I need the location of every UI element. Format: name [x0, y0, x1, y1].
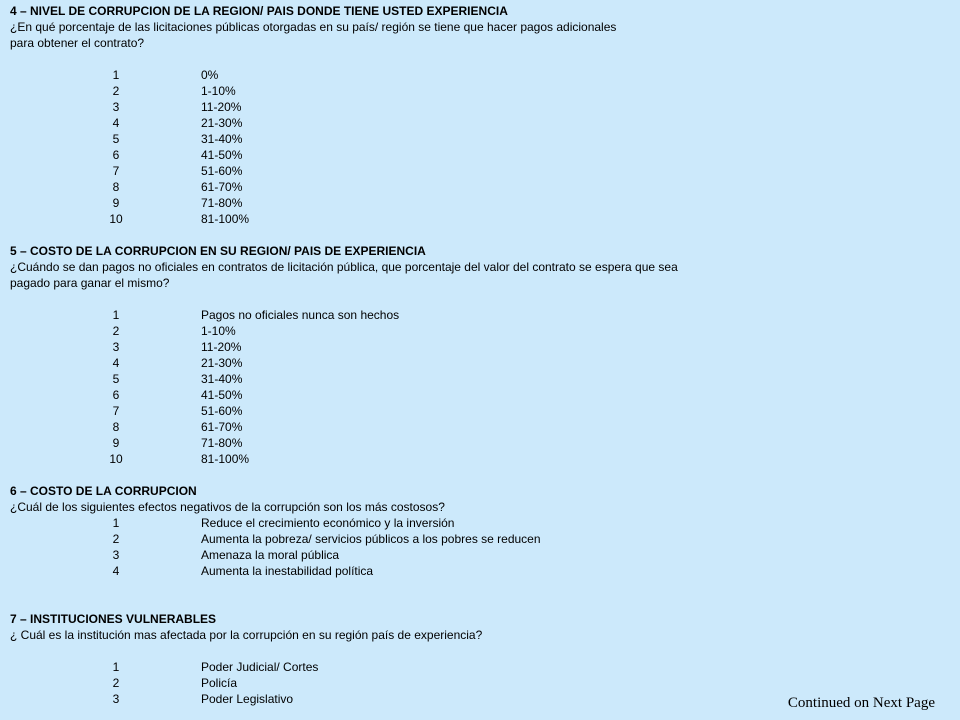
option-label: Reduce el crecimiento económico y la inversión: [201, 516, 455, 530]
section-5-option: [10, 419, 950, 435]
section-5-option: [10, 355, 950, 371]
section-5-question-line-2: pagado para ganar el mismo?: [10, 276, 170, 290]
option-label: Poder Judicial/ Cortes: [201, 660, 319, 674]
option-number: 1: [112, 308, 120, 322]
option-number: 9: [112, 196, 120, 210]
section-4-option: [10, 131, 950, 147]
section-5-option: [10, 323, 950, 339]
section-5-option: [10, 403, 950, 419]
option-label: 61-70%: [201, 420, 243, 434]
section-4-option: [10, 179, 950, 195]
section-5-option: [10, 451, 950, 467]
option-label: 31-40%: [201, 372, 243, 386]
option-label: 31-40%: [201, 132, 243, 146]
option-label: 41-50%: [201, 388, 243, 402]
continued-next-page-text: Continued on Next Page: [787, 695, 935, 711]
section-4-option: [10, 147, 950, 163]
option-label: 71-80%: [201, 436, 243, 450]
option-number: 2: [112, 676, 120, 690]
option-number: 1: [112, 516, 120, 530]
section-6-question-line-1: ¿Cuál de los siguientes efectos negativos de la corrupción son los más costosos?: [10, 500, 445, 514]
option-label: 61-70%: [201, 180, 243, 194]
option-number: 1: [112, 660, 120, 674]
section-4-option: [10, 163, 950, 179]
option-label: 11-20%: [201, 100, 242, 114]
option-number: 3: [112, 692, 120, 706]
option-number: 1: [112, 68, 120, 82]
section-6-option: [10, 547, 950, 563]
section-5-heading: 5 – COSTO DE LA CORRUPCION EN SU REGION/ PAIS DE EXPERIENCIA: [10, 244, 426, 258]
option-label: 81-100%: [201, 452, 250, 466]
section-6-option: [10, 531, 950, 547]
section-5-option: [10, 339, 950, 355]
option-number: 10: [109, 452, 123, 466]
option-number: 2: [112, 84, 120, 98]
section-7-option: [10, 675, 950, 691]
section-4-question-line-1: ¿En qué porcentaje de las licitaciones públicas otorgadas en su país/ región se tiene que hacer pagos adicionales: [10, 20, 617, 34]
option-number: 8: [112, 180, 120, 194]
option-number: 2: [112, 324, 120, 338]
option-number: 3: [112, 548, 120, 562]
section-7-heading: 7 – INSTITUCIONES VULNERABLES: [10, 612, 217, 626]
section-5-option: [10, 435, 950, 451]
option-label: 51-60%: [201, 164, 243, 178]
option-label: Policía: [201, 676, 238, 690]
option-number: 3: [112, 340, 120, 354]
option-label: Pagos no oficiales nunca son hechos: [201, 308, 400, 322]
section-4-option: [10, 99, 950, 115]
option-number: 7: [112, 404, 120, 418]
option-label: Aumenta la pobreza/ servicios públicos a los pobres se reducen: [201, 532, 541, 546]
option-number: 10: [109, 212, 123, 226]
section-6-option: [10, 515, 950, 531]
section-4-option: [10, 211, 950, 227]
survey-document: [10, 3, 950, 707]
option-label: 21-30%: [201, 116, 243, 130]
option-label: 81-100%: [201, 212, 250, 226]
section-5-option: [10, 371, 950, 387]
option-label: 11-20%: [201, 340, 242, 354]
option-number: 6: [112, 388, 120, 402]
option-label: 0%: [201, 68, 219, 82]
option-number: 6: [112, 148, 120, 162]
option-number: 2: [112, 532, 120, 546]
option-number: 3: [112, 100, 120, 114]
option-number: 5: [112, 372, 120, 386]
option-label: 71-80%: [201, 196, 243, 210]
option-number: 8: [112, 420, 120, 434]
section-5-option: [10, 387, 950, 403]
section-5-question-line-1: ¿Cuándo se dan pagos no oficiales en contratos de licitación pública, que porcentaje del valor del contrato se espera que sea: [10, 260, 678, 274]
option-number: 4: [112, 356, 120, 370]
section-4-option: [10, 115, 950, 131]
section-7-question-line-1: ¿ Cuál es la institución mas afectada por la corrupción en su región país de experiencia?: [10, 628, 483, 642]
option-label: 1-10%: [201, 324, 236, 338]
option-label: 1-10%: [201, 84, 236, 98]
section-7-option: [10, 659, 950, 675]
section-4-question-line-2: para obtener el contrato?: [10, 36, 145, 50]
section-4-heading: 4 – NIVEL DE CORRUPCION DE LA REGION/ PAIS DONDE TIENE USTED EXPERIENCIA: [10, 4, 508, 18]
section-4-option: [10, 83, 950, 99]
option-number: 7: [112, 164, 120, 178]
option-label: 21-30%: [201, 356, 243, 370]
option-label: Amenaza la moral pública: [201, 548, 340, 562]
option-label: Aumenta la inestabilidad política: [201, 564, 374, 578]
option-number: 5: [112, 132, 120, 146]
section-4-option: [10, 67, 950, 83]
option-number: 4: [112, 116, 120, 130]
section-5-option: [10, 307, 950, 323]
option-label: 41-50%: [201, 148, 243, 162]
section-6-heading: 6 – COSTO DE LA CORRUPCION: [10, 484, 197, 498]
section-6-option: [10, 563, 950, 579]
option-label: Poder Legislativo: [201, 692, 294, 706]
option-number: 4: [112, 564, 120, 578]
option-label: 51-60%: [201, 404, 243, 418]
section-4-option: [10, 195, 950, 211]
option-number: 9: [112, 436, 120, 450]
